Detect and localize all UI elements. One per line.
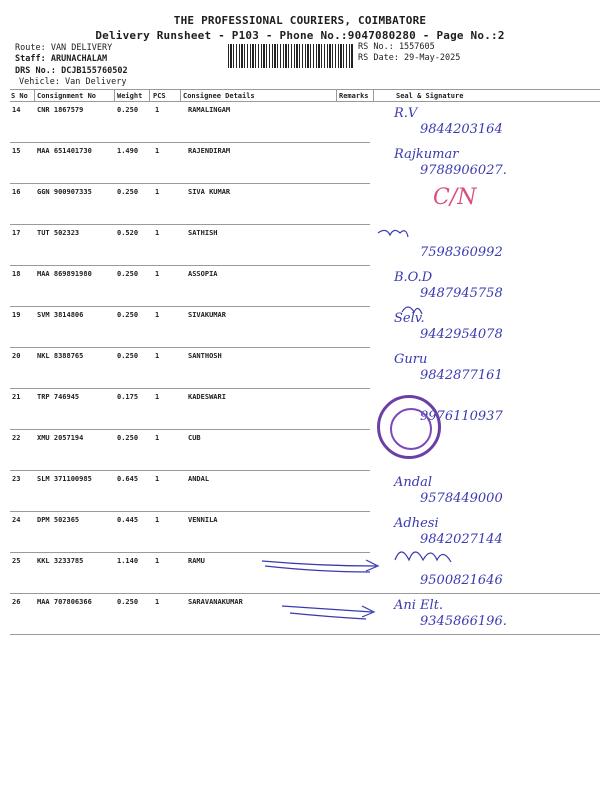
row-weight: 1.490 — [117, 147, 139, 155]
row-signature-phone: 9842877161 — [420, 368, 503, 383]
row-weight: 0.250 — [117, 311, 139, 319]
row-pcs: 1 — [155, 270, 160, 278]
signature-row-25 — [395, 552, 451, 562]
runsheet-subtitle: Delivery Runsheet - P103 - Phone No.:9047080280 - Page No.:2 — [95, 29, 505, 42]
row-weight: 0.250 — [117, 352, 139, 360]
row-signature-phone: 7598360992 — [420, 245, 503, 260]
row-consignment-no: CNR 1867579 — [37, 106, 84, 114]
row-signature-phone: 9500821646 — [420, 573, 503, 588]
row-sno: 22 — [12, 434, 21, 442]
row-weight: 0.520 — [117, 229, 139, 237]
company-title: THE PROFESSIONAL COURIERS, COIMBATORE — [173, 14, 427, 27]
row-consignee: RAMU — [188, 557, 205, 565]
staff-label: Staff: — [15, 54, 46, 64]
row-signature-phone: 9842027144 — [420, 532, 503, 547]
row-sno: 23 — [12, 475, 21, 483]
row-sno: 26 — [12, 598, 21, 606]
row-consignment-no: TRP 746945 — [37, 393, 80, 401]
col-seal-signature: Seal & Signature — [396, 92, 464, 100]
staff-name: ARUNACHALAM — [50, 54, 108, 64]
row-consignment-no: KKL 3233785 — [37, 557, 84, 565]
col-consignment: Consignment No — [37, 92, 97, 100]
row-pcs: 1 — [155, 229, 160, 237]
row-consignee: ANDAL — [188, 475, 210, 483]
vehicle-label: Vehicle: Van Delivery — [19, 77, 127, 87]
row-sno: 20 — [12, 352, 21, 360]
row-consignee: RAJENDIRAM — [188, 147, 231, 155]
row-sno: 15 — [12, 147, 21, 155]
row-pcs: 1 — [155, 188, 160, 196]
row-pcs: 1 — [155, 557, 160, 565]
row-consignment-no: XMU 2057194 — [37, 434, 84, 442]
row-pcs: 1 — [155, 147, 160, 155]
row-signature-phone: 9442954078 — [420, 327, 503, 342]
row-consignee: CUB — [188, 434, 201, 442]
row-sno: 19 — [12, 311, 21, 319]
col-pcs: PCS — [153, 92, 166, 100]
row-sno: 16 — [12, 188, 21, 196]
col-sno: S No — [11, 92, 28, 100]
row-sno: 21 — [12, 393, 21, 401]
cn-handwritten-mark: C/N — [433, 185, 477, 210]
arrow-row-26 — [282, 606, 372, 612]
row-consignee: SATHISH — [188, 229, 218, 237]
row-signature-phone: 9788906027. — [420, 163, 507, 178]
col-consignee: Consignee Details — [183, 92, 255, 100]
row-weight: 0.445 — [117, 516, 139, 524]
row-weight: 0.645 — [117, 475, 139, 483]
row-consignee: SANTHOSH — [188, 352, 222, 360]
row-weight: 0.175 — [117, 393, 139, 401]
row-signature-phone: 9487945758 — [420, 286, 503, 301]
row-signature-name: Selv. — [394, 311, 425, 326]
col-weight: Weight — [117, 92, 143, 100]
row-consignment-no: SVM 3814806 — [37, 311, 84, 319]
rs-number: RS No.: 1557605 — [358, 42, 435, 52]
row-sno: 14 — [12, 106, 21, 114]
row-consignee: SIVAKUMAR — [188, 311, 226, 319]
row-weight: 1.140 — [117, 557, 139, 565]
row-consignment-no: MAA 651401730 — [37, 147, 92, 155]
row-consignee: SIVA KUMAR — [188, 188, 231, 196]
row-pcs: 1 — [155, 393, 160, 401]
row-pcs: 1 — [155, 598, 160, 606]
row-consignment-no: DPM 502365 — [37, 516, 80, 524]
row-signature-name: R.V — [394, 106, 418, 121]
scribble-row-17 — [378, 230, 408, 237]
row-sno: 24 — [12, 516, 21, 524]
col-remarks: Remarks — [339, 92, 369, 100]
row-consignment-no: NKL 8388765 — [37, 352, 84, 360]
row-signature-name: Ani Elt. — [394, 598, 444, 613]
row-consignment-no: MAA 707806366 — [37, 598, 92, 606]
row-consignee: RAMALINGAM — [188, 106, 231, 114]
row-signature-name: Andal — [394, 475, 432, 490]
row-consignee: SARAVANAKUMAR — [188, 598, 243, 606]
row-signature-phone: 9345866196. — [420, 614, 507, 629]
route-label: Route: VAN DELIVERY — [15, 43, 113, 53]
rs-date: RS Date: 29-May-2025 — [358, 53, 461, 63]
row-sno: 17 — [12, 229, 21, 237]
row-signature-name: Rajkumar — [394, 147, 459, 162]
row-pcs: 1 — [155, 434, 160, 442]
row-consignment-no: MAA 869891980 — [37, 270, 92, 278]
row-consignee: VENNILA — [188, 516, 218, 524]
row-signature-name: Guru — [394, 352, 428, 367]
row-signature-name: Adhesi — [394, 516, 439, 531]
row-sno: 18 — [12, 270, 21, 278]
row-pcs: 1 — [155, 352, 160, 360]
row-weight: 0.250 — [117, 434, 139, 442]
row-weight: 0.250 — [117, 270, 139, 278]
row-consignment-no: TUT 502323 — [37, 229, 80, 237]
row-consignment-no: GGN 900907335 — [37, 188, 92, 196]
row-pcs: 1 — [155, 311, 160, 319]
row-signature-phone: 9578449000 — [420, 491, 503, 506]
row-pcs: 1 — [155, 106, 160, 114]
row-weight: 0.250 — [117, 106, 139, 114]
row-consignee: ASSOPIA — [188, 270, 218, 278]
row-sno: 25 — [12, 557, 21, 565]
row-pcs: 1 — [155, 475, 160, 483]
row-consignment-no: SLM 371100985 — [37, 475, 92, 483]
row-pcs: 1 — [155, 516, 160, 524]
arrow-row-25 — [262, 561, 376, 566]
row-consignee: KADESWARI — [188, 393, 226, 401]
row-signature-phone: 9844203164 — [420, 122, 503, 137]
row-signature-phone: 9976110937 — [420, 409, 503, 424]
drs-value: DCJB155760502 — [61, 66, 128, 76]
row-signature-name: B.O.D — [394, 270, 433, 285]
drs-label: DRS No.: — [15, 66, 56, 76]
row-weight: 0.250 — [117, 188, 139, 196]
row-weight: 0.250 — [117, 598, 139, 606]
